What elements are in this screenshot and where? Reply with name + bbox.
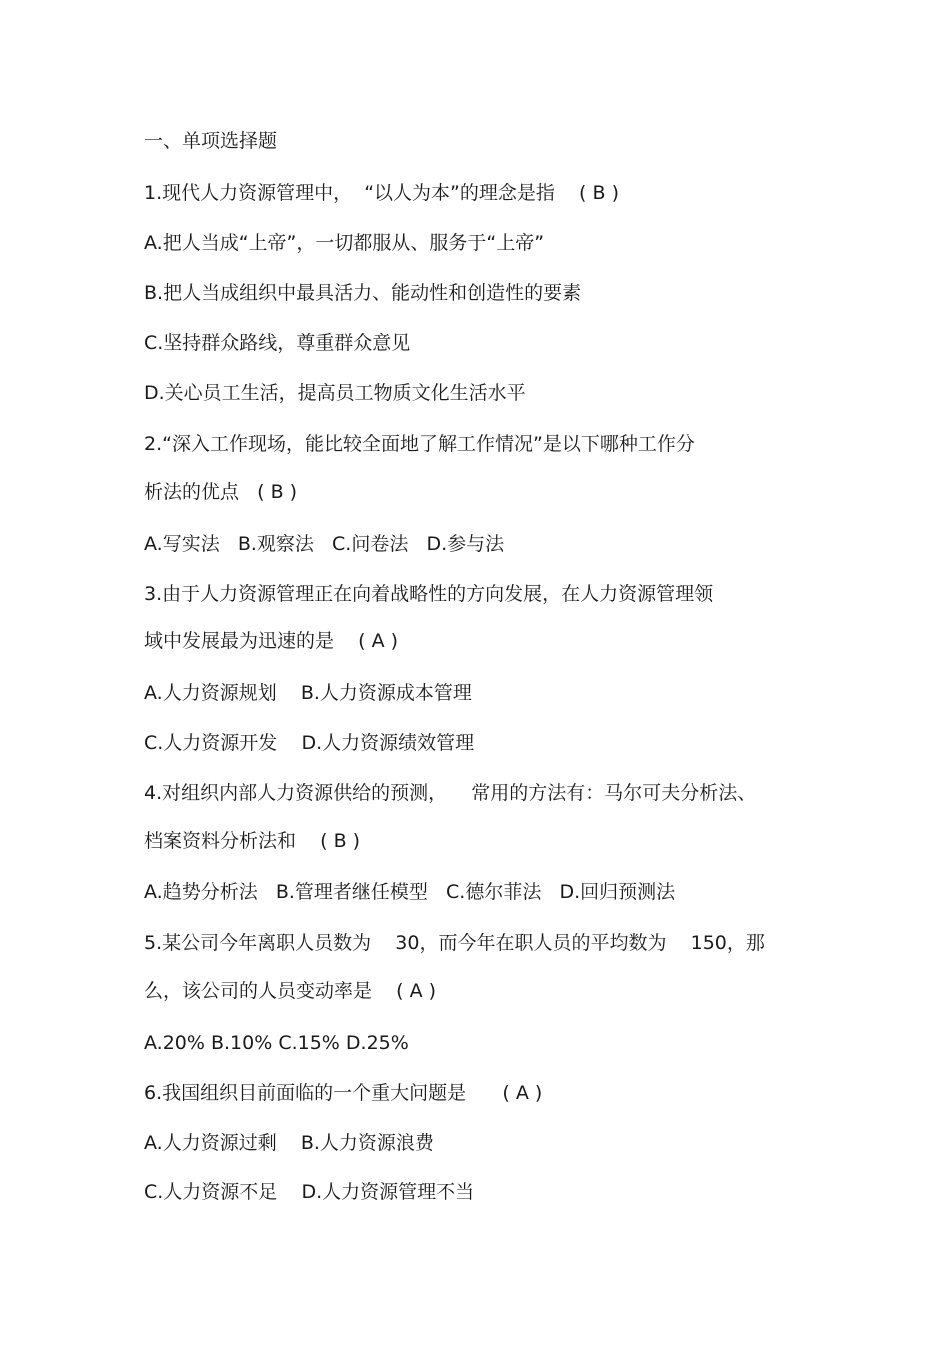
answer-option: C.人力资源开发 D.人力资源绩效管理 <box>144 732 475 754</box>
answer-option: C.坚持群众路线，尊重群众意见 <box>144 332 411 354</box>
question-stem: 2.“深入工作现场，能比较全面地了解工作情况”是以下哪种工作分 <box>144 433 695 455</box>
answer-option: D.关心员工生活，提高员工物质文化生活水平 <box>144 382 526 404</box>
answer-option: A.人力资源规划 B.人力资源成本管理 <box>144 682 472 704</box>
answer-option: A.写实法 B.观察法 C.问卷法 D.参与法 <box>144 533 505 555</box>
question-stem-continued: 析法的优点 ( B ) <box>144 481 298 503</box>
question-stem-continued: 么，该公司的人员变动率是 ( A ) <box>144 980 437 1002</box>
section-title: 一、单项选择题 <box>144 130 278 152</box>
question-stem: 4.对组织内部人力资源供给的预测， 常用的方法有：马尔可夫分析法、 <box>144 782 757 804</box>
question-stem: 6.我国组织目前面临的一个重大问题是 ( A ) <box>144 1082 543 1104</box>
question-stem: 3.由于人力资源管理正在向着战略性的方向发展，在人力资源管理领 <box>144 583 714 605</box>
answer-option: C.人力资源不足 D.人力资源管理不当 <box>144 1181 475 1203</box>
question-stem-continued: 档案资料分析法和 ( B ) <box>144 830 361 852</box>
answer-option: A.趋势分析法 B.管理者继任模型 C.德尔菲法 D.回归预测法 <box>144 881 676 903</box>
question-stem: 5.某公司今年离职人员数为 30，而今年在职人员的平均数为 150，那 <box>144 932 765 954</box>
question-stem-continued: 域中发展最为迅速的是 ( A ) <box>144 630 399 652</box>
answer-option: A.人力资源过剩 B.人力资源浪费 <box>144 1132 434 1154</box>
answer-option: A.20% B.10% C.15% D.25% <box>144 1032 409 1054</box>
answer-option: B.把人当成组织中最具活力、能动性和创造性的要素 <box>144 282 582 304</box>
answer-option: A.把人当成“上帝”，一切都服从、服务于“上帝” <box>144 232 545 254</box>
question-stem: 1.现代人力资源管理中， “以人为本”的理念是指 ( B ) <box>144 182 619 204</box>
